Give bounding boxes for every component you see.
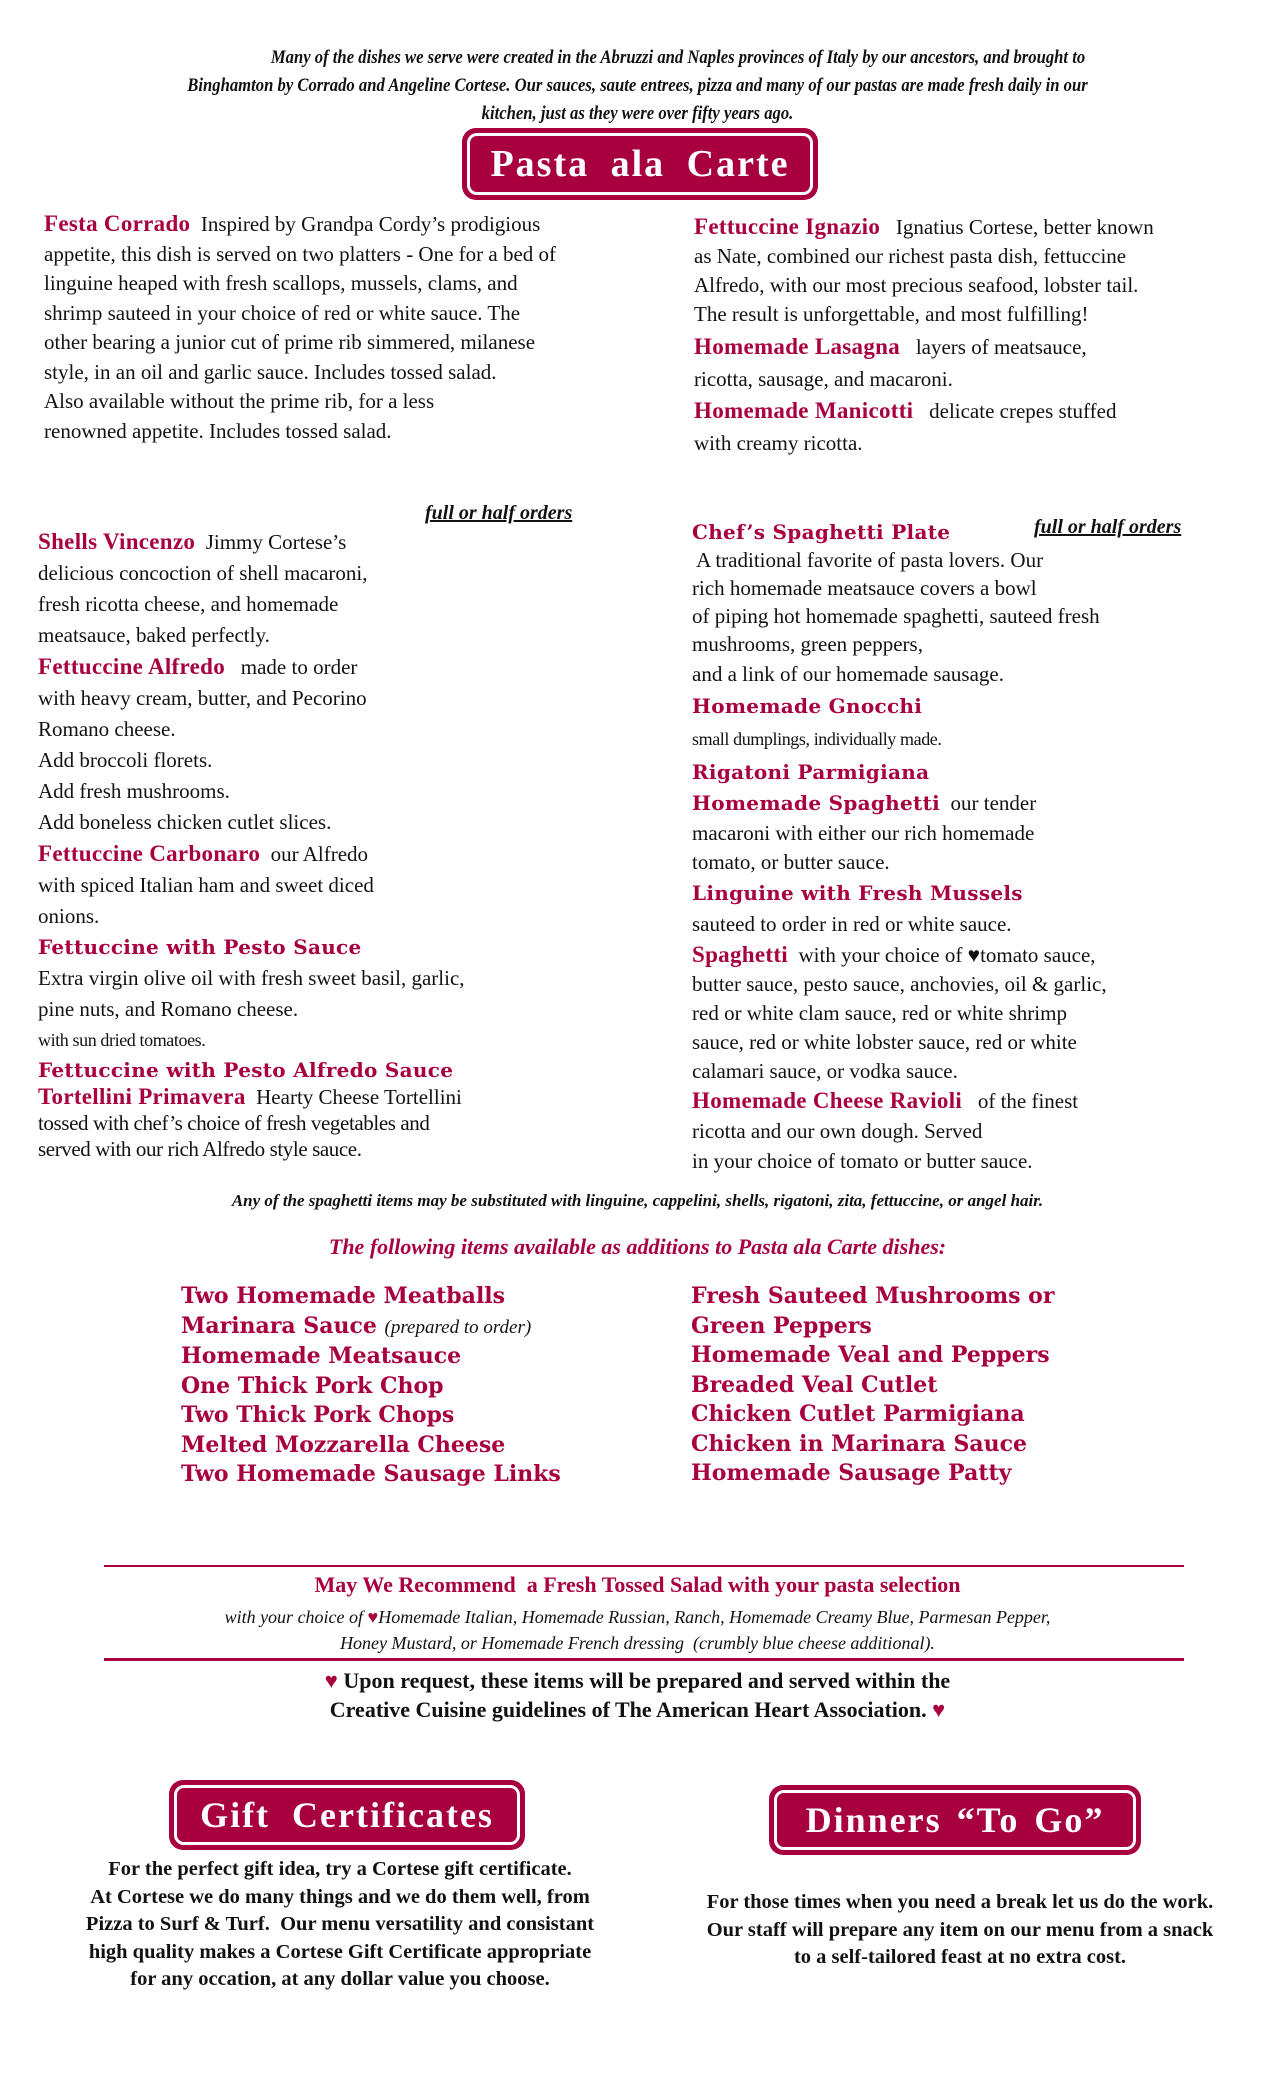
substitution-note: Any of the spaghetti items may be substituted with linguine, cappelini, shells, rigatoni, zita, fettuccine, or angel hair. [231, 1191, 1044, 1210]
addition-item: Melted Mozzarella Cheese [181, 1431, 506, 1458]
addition-item: Homemade Meatsauce [181, 1343, 462, 1369]
addition-item: Homemade Veal and Peppers [691, 1342, 1050, 1368]
item-name: Fettuccine with Pesto Alfredo Sauce [38, 1058, 454, 1082]
item-desc: layers of meatsauce, [915, 335, 1087, 359]
menu-item-homemade-lasagna [694, 331, 1234, 395]
menu-item-fettuccine-ignazio [694, 212, 1234, 329]
item-name: Homemade Gnocchi [692, 694, 923, 718]
section-title: Pasta ala Carte [490, 143, 790, 185]
item-desc: calamari sauce, or vodka sauce. [692, 1058, 958, 1083]
item-desc: Ignatius Cortese, better known [895, 215, 1154, 239]
item-name: Homemade Spaghetti [692, 791, 941, 815]
menu-item-linguine-mussels [692, 878, 1252, 940]
togo-description [660, 1889, 1260, 1972]
item-desc: ricotta, sausage, and macaroni. [694, 367, 953, 391]
salad-line-1: Homemade Italian, Homemade Russian, Ranch, Homemade Creamy Blue, Parmesan Pepper, [378, 1607, 1051, 1627]
gift-description [20, 1856, 660, 1994]
salad-line-2: Honey Mustard, or Homemade French dressing (crumbly blue cheese additional). [340, 1633, 935, 1653]
gift-line: for any occation, at any dollar value you choose. [130, 1968, 550, 1990]
item-name: Fettuccine Ignazio [694, 214, 881, 239]
item-desc: as Nate, combined our richest pasta dish, fettuccine [694, 244, 1127, 268]
menu-item-cheese-ravioli [692, 1086, 1252, 1176]
item-name: Homemade Cheese Ravioli [692, 1087, 963, 1113]
item-name: Shells Vincenzo [38, 529, 196, 554]
togo-line: Our staff will prepare any item on our menu from a snack [706, 1918, 1214, 1941]
item-desc: Add broccoli florets. [38, 748, 213, 772]
menu-item-fettuccine-pesto-alfredo [38, 1056, 638, 1084]
item-desc: sauteed to order in red or white sauce. [692, 911, 1012, 936]
item-desc: linguine heaped with fresh scallops, mussels, clams, and [44, 271, 518, 295]
item-name: Homemade Manicotti [694, 398, 914, 423]
item-desc: Also available without the prime rib, for a less [44, 389, 435, 413]
item-name: Chef’s Spaghetti Plate [692, 520, 951, 544]
item-desc: made to order [240, 655, 358, 679]
item-name: Linguine with Fresh Mussels [692, 880, 1023, 905]
addition-item: Two Homemade Meatballs [181, 1283, 506, 1309]
badge-inner-frame [174, 1785, 520, 1845]
addition-item: Breaded Veal Cutlet [691, 1371, 938, 1398]
item-name: Fettuccine with Pesto Sauce [38, 935, 362, 959]
dinners-to-go-badge [769, 1785, 1141, 1855]
item-desc: of piping hot homemade spaghetti, sauteed fresh [692, 604, 1100, 628]
orders-note-right: full or half orders [1034, 516, 1182, 538]
menu-item-homemade-gnocchi [692, 690, 1252, 756]
item-name: Rigatoni Parmigiana [692, 760, 930, 784]
item-desc: with spiced Italian ham and sweet diced [38, 873, 374, 897]
item-desc: pine nuts, and Romano cheese. [38, 997, 299, 1021]
menu-item-homemade-manicotti [694, 395, 1234, 459]
item-desc: sauce, red or white lobster sauce, red or white [692, 1029, 1077, 1054]
item-desc: served with our rich Alfredo style sauce. [38, 1137, 362, 1161]
item-desc: tomato, or butter sauce. [692, 850, 890, 874]
item-desc: in your choice of tomato or butter sauce. [692, 1148, 1033, 1173]
salad-dressings [0, 1604, 1275, 1656]
item-desc: meatsauce, baked perfectly. [38, 623, 270, 647]
right-menu-column [692, 518, 1252, 1176]
heart-icon: ♥ [324, 1668, 338, 1693]
heart-association-note [0, 1666, 1275, 1724]
addition-item: Two Homemade Sausage Links [181, 1461, 561, 1487]
additions-heading: The following items available as additions to Pasta ala Carte dishes: [328, 1234, 947, 1259]
item-desc: onions. [38, 904, 100, 928]
item-desc: The result is unforgettable, and most fulfilling! [694, 302, 1089, 326]
item-desc: butter sauce, pesto sauce, anchovies, oil & garlic, [692, 971, 1107, 996]
heart-icon: ♥ [367, 1607, 379, 1627]
heart-icon: ♥ [932, 1697, 946, 1722]
heart-note-text-1: Upon request, these items will be prepared and served within the [343, 1668, 951, 1693]
item-desc: style, in an oil and garlic sauce. Includes tossed salad. [44, 359, 497, 384]
salad-title: May We Recommend a Fresh Tossed Salad with your pasta selection [314, 1572, 961, 1597]
item-desc: macaroni with either our rich homemade [692, 820, 1035, 845]
additions-right-list [691, 1282, 1054, 1489]
gift-line: For the perfect gift idea, try a Cortese gift certificate. [108, 1858, 572, 1880]
menu-item-spaghetti [692, 940, 1252, 1086]
item-desc: shrimp sauteed in your choice of red or white sauce. The [44, 300, 521, 325]
item-name: Fettuccine Alfredo [38, 654, 226, 679]
item-desc: Romano cheese. [38, 717, 176, 741]
menu-item-homemade-spaghetti [692, 789, 1252, 878]
menu-item-tortellini-primavera [38, 1084, 638, 1162]
intro-line: kitchen, just as they were over fifty years ago. [481, 104, 794, 124]
item-desc: with heavy cream, butter, and Pecorino [38, 686, 367, 710]
item-desc: mushrooms, green peppers, [692, 632, 923, 656]
divider-bottom [104, 1658, 1184, 1661]
item-desc: delicious concoction of shell macaroni, [38, 561, 368, 585]
addition-extra: (prepared to order) [384, 1316, 532, 1338]
salad-dressings-line-1 [0, 1604, 1275, 1630]
togo-line: to a self-tailored feast at no extra cost. [793, 1946, 1127, 1968]
addition-label: Marinara Sauce [181, 1312, 377, 1339]
addition-item [181, 1312, 561, 1343]
item-desc: rich homemade meatsauce covers a bowl [692, 576, 1037, 600]
item-desc: tossed with chef’s choice of fresh vegetables and [38, 1111, 430, 1135]
addition-item: One Thick Pork Chop [181, 1372, 444, 1399]
menu-item-chefs-spaghetti-plate [692, 518, 1252, 690]
badge-inner-frame [774, 1790, 1136, 1850]
gift-line: Pizza to Surf & Turf. Our menu versatility and consistant [85, 1913, 595, 1935]
item-desc: of the finest [977, 1088, 1079, 1113]
gift-line: At Cortese we do many things and we do them well, from [90, 1885, 590, 1908]
menu-item-fettuccine-alfredo [38, 651, 638, 838]
divider-top [104, 1565, 1184, 1567]
addition-item: Fresh Sauteed Mushrooms or [691, 1283, 1055, 1309]
item-desc: delicate crepes stuffed [929, 399, 1117, 423]
intro-line: Many of the dishes we serve were created in the Abruzzi and Naples provinces of Italy by our ancestors, and brought to [270, 48, 1086, 68]
item-desc: small dumplings, individually made. [692, 729, 942, 749]
top-right-block [694, 212, 1234, 459]
item-desc: ricotta and our own dough. Served [692, 1118, 983, 1143]
additions-left-list [181, 1282, 561, 1490]
item-desc: renowned appetite. Includes tossed salad. [44, 418, 392, 443]
item-desc: Extra virgin olive oil with fresh sweet basil, garlic, [38, 966, 465, 990]
intro-line: Binghamton by Corrado and Angeline Cortese. Our sauces, saute entrees, pizza and many of our pastas are made fresh daily in our [187, 76, 1088, 96]
togo-title: Dinners “To Go” [805, 1800, 1105, 1840]
addition-item: Chicken Cutlet Parmigiana [691, 1401, 1025, 1427]
togo-line: For those times when you need a break let us do the work. [706, 1891, 1214, 1913]
section-title-badge [462, 128, 818, 200]
intro-paragraph [100, 44, 1176, 128]
left-menu-column [38, 526, 638, 1162]
item-desc: and a link of our homemade sausage. [692, 662, 1004, 686]
item-name: Spaghetti [692, 941, 788, 967]
menu-item-fettuccine-pesto [38, 932, 638, 1056]
gift-certificates-badge [169, 1780, 525, 1850]
item-name: Festa Corrado [44, 211, 191, 236]
heart-note-line-2 [0, 1695, 1275, 1724]
item-desc: Alfredo, with our most precious seafood, lobster tail. [694, 273, 1139, 297]
item-desc: our Alfredo [270, 842, 369, 866]
item-name: Fettuccine Carbonaro [38, 841, 261, 866]
menu-item-shells-vincenzo [38, 526, 638, 651]
item-desc: Hearty Cheese Tortellini [256, 1085, 462, 1109]
heart-note-text-2: Creative Cuisine guidelines of The American Heart Association. [329, 1697, 927, 1722]
menu-item-rigatoni-parmigiana [692, 756, 1252, 789]
item-desc: fresh ricotta cheese, and homemade [38, 592, 339, 616]
item-desc: Inspired by Grandpa Cordy’s prodigious [200, 212, 541, 236]
heart-note-line-1 [0, 1666, 1275, 1695]
item-desc: red or white clam sauce, red or white shrimp [692, 1000, 1067, 1025]
item-desc: A traditional favorite of pasta lovers. Our [692, 548, 1044, 572]
orders-note-left: full or half orders [425, 502, 573, 524]
item-desc: Add fresh mushrooms. [38, 779, 230, 803]
addition-item: Green Peppers [691, 1312, 872, 1339]
festa-corrado-block [44, 209, 644, 446]
item-name: Tortellini Primavera [38, 1084, 246, 1109]
item-desc: our tender [950, 791, 1037, 815]
item-desc: other bearing a junior cut of prime rib simmered, milanese [44, 330, 536, 354]
item-name: Homemade Lasagna [694, 334, 901, 359]
item-desc: Jimmy Cortese’s [205, 530, 347, 554]
item-desc: Add boneless chicken cutlet slices. [38, 810, 332, 834]
salad-prefix: with your choice of [224, 1607, 368, 1627]
gift-title: Gift Certificates [200, 1795, 494, 1835]
gift-line: high quality makes a Cortese Gift Certificate appropriate [88, 1940, 592, 1963]
item-desc: with your choice of ♥tomato sauce, [798, 942, 1096, 967]
item-desc: with creamy ricotta. [694, 431, 863, 455]
menu-item-fettuccine-carbonaro [38, 838, 638, 932]
badge-inner-frame [467, 133, 813, 195]
addition-item: Homemade Sausage Patty [691, 1460, 1012, 1486]
item-desc: appetite, this dish is served on two platters - One for a bed of [44, 241, 557, 266]
addition-item: Chicken in Marinara Sauce [691, 1430, 1028, 1457]
addition-item: Two Thick Pork Chops [181, 1402, 455, 1428]
item-desc: with sun dried tomatoes. [38, 1030, 206, 1050]
